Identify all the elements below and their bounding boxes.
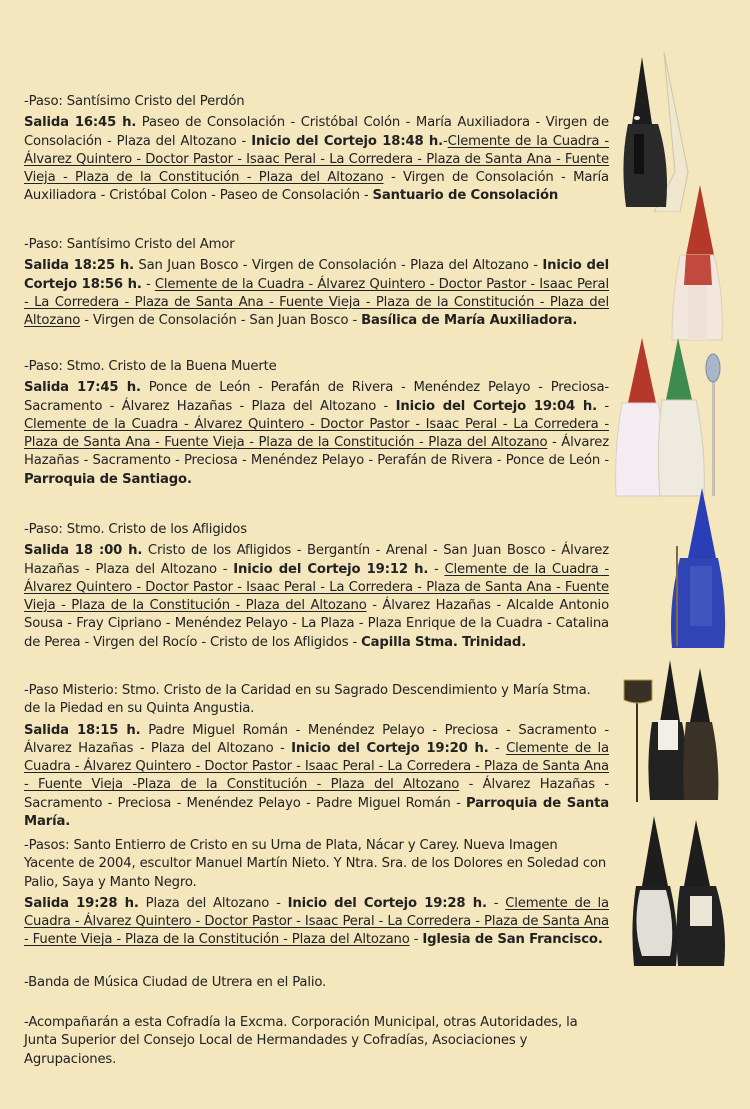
- nazareno-blue-icon: [662, 488, 732, 653]
- paso-route: [24, 114, 609, 205]
- nazareno-red-and-green-icon: [612, 338, 730, 500]
- paso-route: [24, 542, 609, 652]
- destino: Santuario de Consolación: [372, 188, 559, 204]
- inicio-cortejo: Inicio del Cortejo 19:20 h.: [291, 740, 489, 756]
- banda-note: [24, 974, 609, 992]
- salida-time: Salida 18:15 h.: [24, 722, 141, 738]
- official-route: Clemente de la Cuadra - Álvarez Quintero - Doctor Pastor - Isaac Peral - La Corredera - Plaza de Santa Ana - Fuente Vieja - Plaza de la Constitución - Plaza del Altozano: [24, 276, 609, 329]
- salida-time: Salida 18:25 h.: [24, 258, 134, 274]
- inicio-cortejo: Inicio del Cortejo 19:04 h.: [395, 398, 597, 414]
- destino: Basílica de María Auxiliadora.: [361, 313, 578, 329]
- route-after: - Álvarez Hazañas - Sacramento - Preciosa - Menéndez Pelayo - Padre Miguel Román -: [24, 777, 609, 811]
- route-before: Cristo de los Afligidos - Bergantín - Arenal - San Juan Bosco - Álvarez Hazañas - Plaza del Altozano -: [24, 543, 609, 577]
- nazareno-red-icon: [666, 185, 728, 345]
- route-before: Ponce de León - Perafán de Rivera - Menéndez Pelayo - Preciosa-Sacramento - Álvarez Hazañas - Plaza del Altozano -: [24, 380, 610, 414]
- route-separator: -: [428, 561, 445, 577]
- route-after: - Álvarez Hazañas - Alcalde Antonio Sousa - Fray Cipriano - Menéndez Pelayo - La Plaza - Plaza Enrique de la Cuadra - Catalina de Perea - Virgen del Rocío - Cristo de los Afligidos -: [24, 598, 609, 650]
- paso-title: -Paso: Stmo. Cristo de los Afligidos: [24, 522, 247, 537]
- destino: Iglesia de San Francisco.: [422, 932, 603, 948]
- nazarenos-black-with-standard-icon: [622, 660, 722, 802]
- paso-title: -Paso: Stmo. Cristo de la Buena Muerte: [24, 359, 277, 374]
- paso-3: [24, 358, 609, 489]
- official-route: Clemente de la Cuadra - Álvarez Quintero - Doctor Pastor - Isaac Peral - La Corredera - Plaza de Santa Ana - Fuente Vieja - Plaza de la Constitución - Plaza del Altozano: [24, 416, 609, 451]
- destino: Capilla Stma. Trinidad.: [361, 634, 527, 650]
- acompanan-text: -Acompañarán a esta Cofradía la Excma. Corporación Municipal, otras Autoridades, la Junta Superior del Consejo Local de Hermandades y Cofradías, Asociaciones y Agrupaciones.: [24, 1015, 578, 1067]
- paso-route: [24, 257, 609, 330]
- route-after: - Virgen de Consolación - María Auxiliadora - Cristóbal Colon - Paseo de Consolación -: [24, 170, 609, 204]
- route-before: San Juan Bosco - Virgen de Consolación - Plaza del Altozano -: [133, 258, 543, 274]
- destino: Parroquia de Santa María.: [24, 795, 609, 830]
- salida-time: Salida 16:45 h.: [24, 115, 137, 131]
- paso-title: -Paso: Santísimo Cristo del Amor: [24, 237, 235, 252]
- salida-time: Salida 18 :00 h.: [24, 543, 143, 559]
- official-route: Clemente de la Cuadra - Álvarez Quintero - Doctor Pastor - Isaac Peral - La Corredera - Plaza de Santa Ana - Fuente Vieja - Plaza de la Constitución - Plaza del Altozano: [24, 561, 609, 614]
- route-separator: -: [141, 276, 155, 292]
- paso-title: -Pasos: Santo Entierro de Cristo en su Urna de Plata, Nácar y Carey. Nueva Imagen Yacente de 2004, escultor Manuel Martín Nieto. Y Ntra. Sra. de los Dolores en Soledad con Palio, Saya y Manto Negro.: [24, 838, 607, 890]
- route-separator: -: [443, 133, 448, 149]
- paso-6: [24, 837, 609, 950]
- paso-2: [24, 236, 609, 330]
- route-before: Paseo de Consolación - Cristóbal Colón - María Auxiliadora - Virgen de Consolación - Plaza del Altozano -: [24, 115, 609, 149]
- route-separator: -: [596, 398, 609, 414]
- inicio-cortejo: Inicio del Cortejo 18:48 h.: [251, 133, 444, 149]
- acompanan-note: [24, 1014, 609, 1069]
- paso-5: [24, 682, 609, 831]
- official-route: Clemente de la Cuadra - Álvarez Quintero - Doctor Pastor - Isaac Peral - La Corredera - Plaza de Santa Ana - Fuente Vieja -Plaza de la Constitución - Plaza del Altozano: [24, 740, 609, 793]
- route-separator: -: [486, 895, 506, 911]
- paso-route: [24, 895, 609, 950]
- route-after: - Virgen de Consolación - San Juan Bosco -: [80, 313, 362, 329]
- paso-4: [24, 521, 609, 652]
- inicio-cortejo: Inicio del Cortejo 19:28 h.: [287, 895, 487, 911]
- inicio-cortejo: Inicio del Cortejo 19:12 h.: [233, 561, 429, 577]
- paso-route: [24, 379, 609, 489]
- nazarenos-black-and-white-icon: [626, 816, 730, 968]
- official-route: Clemente de la Cuadra - Álvarez Quintero - Doctor Pastor - Isaac Peral - La Corredera - Plaza de Santa Ana - Fuente Vieja - Plaza de la Constitución - Plaza del Altozano: [24, 895, 609, 948]
- route-after: - Álvarez Hazañas - Sacramento - Preciosa - Menéndez Pelayo - Perafán de Rivera - Ponce de León -: [24, 435, 609, 469]
- banda-text: -Banda de Música Ciudad de Utrera en el Palio.: [24, 975, 327, 990]
- salida-time: Salida 17:45 h.: [24, 380, 141, 396]
- paso-title: -Paso Misterio: Stmo. Cristo de la Caridad en su Sagrado Descendimiento y María Stma. de la Piedad en su Quinta Angustia.: [24, 683, 591, 717]
- official-route: Clemente de la Cuadra - Álvarez Quintero - Doctor Pastor - Isaac Peral - La Corredera - Plaza de Santa Ana - Fuente Vieja - Plaza de la Constitución - Plaza del Altozano: [24, 133, 609, 186]
- route-separator: -: [488, 740, 507, 756]
- inicio-cortejo: Inicio del Cortejo 18:56 h.: [24, 258, 609, 292]
- paso-route: [24, 722, 609, 832]
- paso-title: -Paso: Santísimo Cristo del Perdón: [24, 94, 245, 109]
- route-before: Plaza del Altozano -: [138, 895, 288, 911]
- route-before: Padre Miguel Román - Menéndez Pelayo - Preciosa - Sacramento - Álvarez Hazañas - Plaza del Altozano -: [24, 722, 609, 756]
- paso-1: [24, 93, 609, 206]
- route-after: -: [409, 932, 423, 948]
- salida-time: Salida 19:28 h.: [24, 895, 139, 911]
- destino: Parroquia de Santiago.: [24, 471, 192, 487]
